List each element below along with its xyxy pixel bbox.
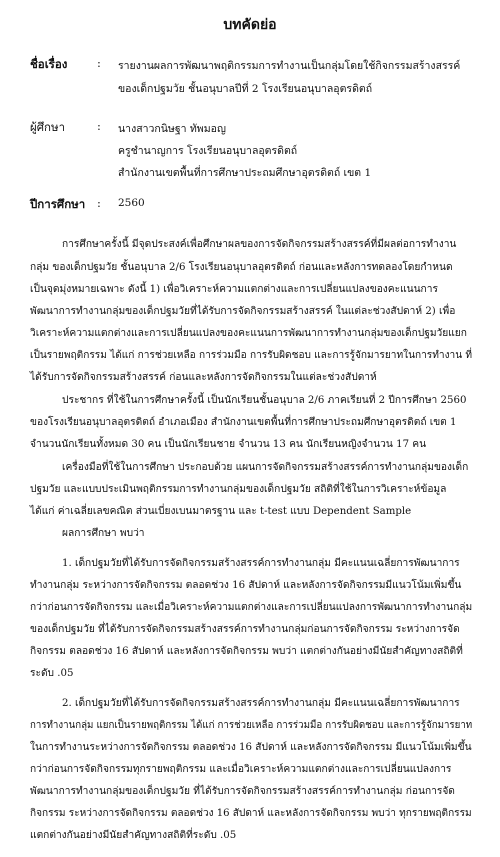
body-line: 1. เด็กปฐมวัยที่ได้รับการจัดกิจกรรมสร้างสรรค์การทำงานกลุ่ม มีคะแนนเฉลี่ยการพัฒนาการ: [62, 558, 460, 569]
subject-line-1: รายงานผลการพัฒนาพฤติกรรมการทำงานเป็นกลุ่มโดยใช้กิจกรรมสร้างสรรค์: [118, 60, 461, 72]
body-line: 2. เด็กปฐมวัยที่ได้รับการจัดกิจกรรมสร้างสรรค์การทำงานกลุ่ม มีคะแนนเฉลี่ยการพัฒนาการ: [62, 698, 460, 709]
body-line: ของเด็กปฐมวัย ที่ได้รับการจัดกิจกรรมสร้างสรรค์การทำงานกลุ่มก่อนการจัดกิจกรรม ระหว่างการจัด: [30, 624, 460, 635]
body-line: เป็นรายพฤติกรรม ได้แก่ การช่วยเหลือ การร่วมมือ การรับผิดชอบ และการรู้จักมารยาทในการทำงาน ที่: [30, 350, 473, 361]
year-label: ปีการศึกษา: [30, 197, 86, 211]
body-line: ได้รับการจัดกิจกรรมสร้างสรรค์ ก่อนและหลังการจัดกิจกรรมในแต่ละช่วงสัปดาห์: [30, 372, 377, 383]
body-line: กว่าก่อนการจัดกิจกรรม และเมื่อวิเคราะห์ความแตกต่างและการเปลี่ยนแปลงการพัฒนาการทำงานกลุ่ม: [30, 602, 473, 613]
author-line-3: สำนักงานเขตพื้นที่การศึกษาประถมศึกษาอุตรดิตถ์ เขต 1: [118, 167, 372, 179]
body-line: ผลการศึกษา พบว่า: [62, 528, 145, 539]
author-colon: :: [97, 119, 101, 133]
author-label: ผู้ศึกษา: [30, 120, 66, 134]
body-line: พัฒนาการทำงานกลุ่มของเด็กปฐมวัย ที่ได้รับการจัดกิจกรรมสร้างสรรค์การทำงานกลุ่ม ก่อนการจัด: [30, 786, 455, 797]
body-line: ในการทำงานระหว่างการจัดกิจกรรม ตลอดช่วง 16 สัปดาห์ และหลังการจัดกิจกรรม มีแนวโน้มเพิ่มขึ้น: [30, 742, 472, 753]
body-line: กลุ่ม ของเด็กปฐมวัย ชั้นอนุบาล 2/6 โรงเรียนอนุบาลอุตรดิตถ์ ก่อนและหลังการทดลองโดยกำหนด: [30, 262, 453, 273]
body-line: วิเคราะห์ความแตกต่างและการเปลี่ยนแปลงของคะแนนการพัฒนาการทำงานกลุ่มของเด็กปฐมวัยแยก: [30, 328, 467, 339]
subject-line-2: ของเด็กปฐมวัย ชั้นอนุบาลปีที่ 2 โรงเรียนอนุบาลอุตรดิตถ์: [118, 83, 373, 95]
author-line-2: ครูชำนาญการ โรงเรียนอนุบาลอุตรดิตถ์: [118, 145, 298, 157]
body-line: ทำงานกลุ่ม ระหว่างการจัดกิจกรรม ตลอดช่วง 16 สัปดาห์ และหลังการจัดกิจกรรมมีแนวโน้มเพิ่มขึ้น: [30, 580, 462, 591]
body-line: กิจกรรม ตลอดช่วง 16 สัปดาห์ และหลังการจัดกิจกรรม พบว่า แตกต่างกันอย่างมีนัยสำคัญทางสถิติที่: [30, 646, 463, 657]
author-line-1: นางสาวกนิษฐา ทัพมอญ: [118, 123, 226, 135]
body-line: กว่าก่อนการจัดกิจกรรมทุกรายพฤติกรรม และเมื่อวิเคราะห์ความแตกต่างและการเปลี่ยนแปลงการ: [30, 764, 452, 775]
body-line: การทำงานกลุ่ม แยกเป็นรายพฤติกรรม ได้แก่ การช่วยเหลือ การร่วมมือ การรับผิดชอบ และการรู้จักมารยาท: [30, 720, 473, 731]
body-line: ระดับ .05: [30, 668, 74, 679]
subject-colon: :: [97, 56, 101, 70]
page-title: บทคัดย่อ: [223, 17, 277, 33]
body-line: กิจกรรม ระหว่างการจัดกิจกรรม ตลอดช่วง 16 สัปดาห์ และหลังการจัดกิจกรรม พบว่า ทุกรายพฤติกรรม: [30, 808, 472, 819]
body-line: ของโรงเรียนอนุบาลอุตรดิตถ์ อำเภอเมือง สำนักงานเขตพื้นที่การศึกษาประถมศึกษาอุตรดิตถ์ เขต 1: [30, 417, 457, 428]
body-line: การศึกษาครั้งนี้ มีจุดประสงค์เพื่อศึกษาผลของการจัดกิจกรรมสร้างสรรค์ที่มีผลต่อการทำงาน: [62, 239, 457, 250]
body-line: ได้แก่ ค่าเฉลี่ยเลขคณิต ส่วนเบี่ยงเบนมาตรฐาน และ t-test แบบ Dependent Sample: [30, 506, 412, 517]
body-line: พัฒนาการทำงานกลุ่มของเด็กปฐมวัยที่ได้รับการจัดกิจกรรมสร้างสรรค์ ในแต่ละช่วงสัปดาห์ 2) เพื่อ: [30, 306, 456, 317]
year-value: 2560: [118, 197, 145, 209]
body-line: ประชากร ที่ใช้ในการศึกษาครั้งนี้ เป็นนักเรียนชั้นอนุบาล 2/6 ภาคเรียนที่ 2 ปีการศึกษา 2560: [62, 395, 467, 406]
year-colon: :: [97, 196, 101, 210]
body-line: เป็นจุดมุ่งหมายเฉพาะ ดังนี้ 1) เพื่อวิเคราะห์ความแตกต่างและการเปลี่ยนแปลงของคะแนนการ: [30, 284, 438, 295]
body-line: จำนวนนักเรียนทั้งหมด 30 คน เป็นนักเรียนชาย จำนวน 13 คน นักเรียนหญิงจำนวน 17 คน: [30, 439, 427, 450]
body-line: เครื่องมือที่ใช้ในการศึกษา ประกอบด้วย แผนการจัดกิจกรรมสร้างสรรค์การทำงานกลุ่มของเด็ก: [62, 462, 469, 473]
body-line: แตกต่างกันอย่างมีนัยสำคัญทางสถิติที่ระดับ .05: [30, 830, 237, 841]
subject-label: ชื่อเรื่อง: [30, 57, 68, 71]
body-line: ปฐมวัย และแบบประเมินพฤติกรรมการทำงานกลุ่มของเด็กปฐมวัย สถิติที่ใช้ในการวิเคราะห์ข้อมูล: [30, 484, 447, 495]
